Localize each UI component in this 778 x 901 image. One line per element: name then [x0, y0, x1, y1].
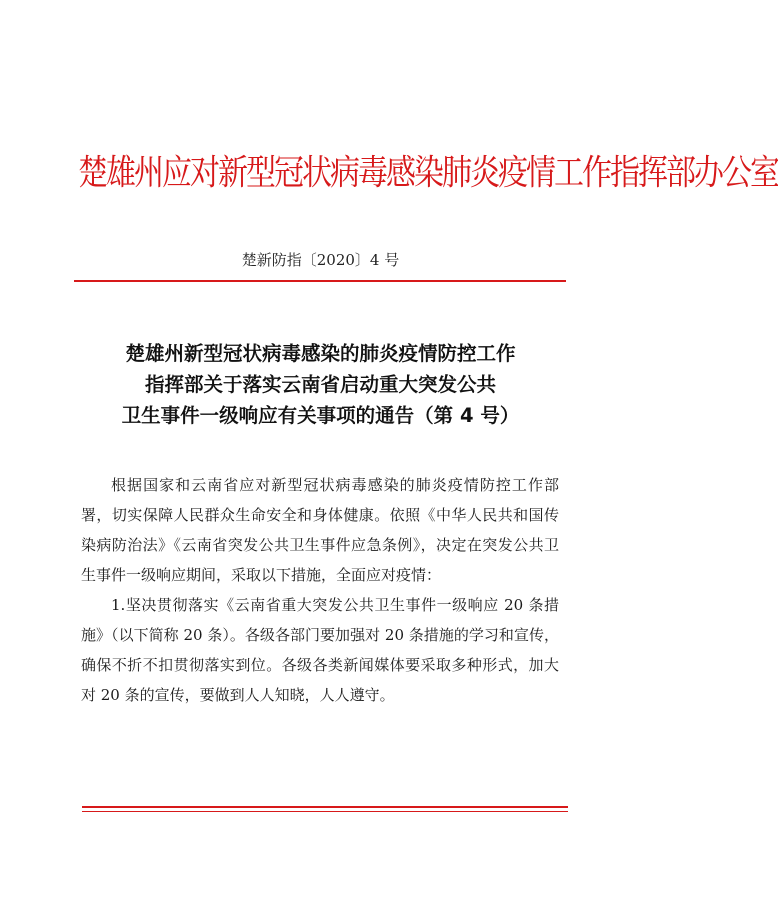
footer-red-rule-thin	[82, 811, 568, 812]
title-line-3: 卫生事件一级响应有关事项的通告（第 4 号）	[121, 404, 520, 427]
notice-body	[81, 470, 559, 710]
issuer-masthead: 楚雄州应对新型冠状病毒感染肺炎疫情工作指挥部办公室	[78, 152, 778, 195]
body-paragraph-intro: 根据国家和云南省应对新型冠状病毒感染的肺炎疫情防控工作部署，切实保障人民群众生命安全和身体健康。依照《中华人民共和国传染病防治法》《云南省突发公共卫生事件应急条例》，决定在突发公共卫生事件一级响应期间，采取以下措施，全面应对疫情：	[81, 476, 559, 584]
footer-red-rule-thick	[82, 806, 568, 808]
header-red-rule	[74, 280, 566, 282]
body-paragraph-item-1: 1.坚决贯彻落实《云南省重大突发公共卫生事件一级响应 20 条措施》（以下简称 20 条）。各级各部门要加强对 20 条措施的学习和宣传，确保不折不扣贯彻落实到位。各级各类新闻媒体要采取多种形式，加大对 20 条的宣传，要做到人人知晓，人人遵守。	[81, 596, 559, 704]
notice-title	[60, 338, 581, 431]
title-line-2: 指挥部关于落实云南省启动重大突发公共	[144, 373, 496, 396]
document-number: 楚新防指〔2020〕4 号	[241, 251, 400, 269]
title-line-1: 楚雄州新型冠状病毒感染的肺炎疫情防控工作	[125, 342, 516, 365]
